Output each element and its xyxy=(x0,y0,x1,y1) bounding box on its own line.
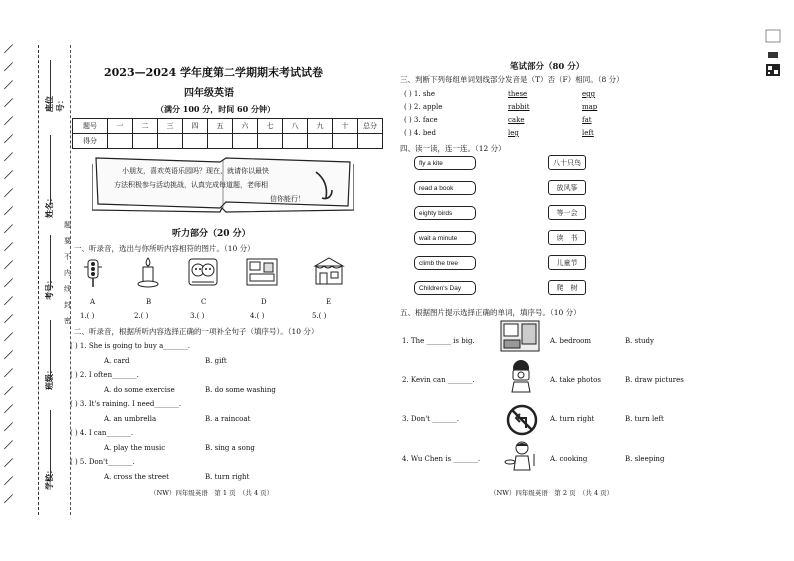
seat-label: 座位号： xyxy=(44,96,65,112)
q1-answer-3[interactable]: 3.( ) xyxy=(190,312,205,320)
pic-label-c: C xyxy=(201,298,207,306)
q2-item-1-stem: ( ) 1. She is going to buy a_______. xyxy=(70,342,191,350)
q2-item-3-stem: ( ) 3. It's raining. I need_______. xyxy=(70,400,182,408)
score-table-header-row: 题号 一 二 三 四 五 六 七 八 九 十 总分 xyxy=(73,119,383,134)
q5-item-3-a: A. turn right xyxy=(550,415,595,423)
page-2-footer: （NW）四年级英语 第 2 页 （共 4 页） xyxy=(490,489,614,497)
camera-boy-picture xyxy=(504,358,538,394)
q4-left-5[interactable]: climb the tree xyxy=(414,256,476,270)
q5-item-1-a: A. bedroom xyxy=(550,337,592,345)
pic-label-a: A xyxy=(90,298,96,306)
q4-left-4[interactable]: wait a minute xyxy=(414,231,476,245)
bedroom-picture xyxy=(246,258,278,286)
q4-left-3[interactable]: eighty birds xyxy=(414,206,476,220)
school-label: 学校： xyxy=(44,466,54,490)
children-picture xyxy=(188,258,218,286)
q4-left-6[interactable]: Children's Day xyxy=(414,281,476,295)
shop-picture xyxy=(312,256,346,286)
q2-title: 二、听录音，根据所听内容选择正确的一项补全句子（填序号）。（10 分） xyxy=(74,327,319,336)
q3-row-1-w3: egg xyxy=(582,90,596,98)
q5-item-1-stem: 1. The _______ is big. xyxy=(402,337,475,345)
exam-no-label: 考号： xyxy=(44,276,54,300)
qr-code-icon xyxy=(764,28,782,78)
cooking-girl-picture xyxy=(504,440,540,476)
q3-row-2: ( ) 2. apple xyxy=(404,103,443,111)
q2-item-4-a: A. play the music xyxy=(104,444,166,452)
q3-row-4: ( ) 4. bed xyxy=(404,129,436,137)
q2-item-2-a: A. do some exercise xyxy=(104,386,175,394)
no-left-turn-sign xyxy=(506,404,538,436)
q2-item-4-b: B. sing a song xyxy=(205,444,255,452)
q3-row-2-w2: rabbit xyxy=(508,103,530,111)
q3-row-4-w3: left xyxy=(582,129,594,137)
cut-line xyxy=(38,45,39,515)
q5-item-3-stem: 3. Don't _______. xyxy=(402,415,459,423)
q4-right-5[interactable]: 儿童节 xyxy=(548,255,586,270)
q4-left-1[interactable]: fly a kite xyxy=(414,156,476,170)
q5-item-4-b: B. sleeping xyxy=(625,455,665,463)
banner-line-3: 信你能行！ xyxy=(270,195,305,203)
q5-item-4-stem: 4. Wu Chen is _______. xyxy=(402,455,481,463)
score-time: （满分 100 分，时间 60 分钟） xyxy=(156,104,275,114)
q3-row-3-w3: fat xyxy=(582,116,592,124)
q5-item-2-stem: 2. Kevin can _______. xyxy=(402,376,475,384)
q5-title: 五、根据图片提示选择正确的单词，填序号。（10 分） xyxy=(400,308,581,317)
written-header: 笔试部分（80 分） xyxy=(510,62,585,72)
q1-answer-5[interactable]: 5.( ) xyxy=(312,312,327,320)
q1-answer-2[interactable]: 2.( ) xyxy=(134,312,149,320)
q1-title: 一、听录音，选出与你所听内容相符的图片。（10 分） xyxy=(74,244,255,253)
candle-picture xyxy=(136,256,160,288)
q4-title: 四、读一读，连一连。（12 分） xyxy=(400,144,506,153)
q3-row-3: ( ) 3. face xyxy=(404,116,438,124)
q4-right-3[interactable]: 等一会 xyxy=(548,205,586,220)
pic-label-e: E xyxy=(326,298,332,306)
q2-item-1-b: B. gift xyxy=(205,357,227,365)
q4-left-2[interactable]: read a book xyxy=(414,181,476,195)
q3-row-1-w2: these xyxy=(508,90,528,98)
room-picture xyxy=(500,320,540,352)
class-label: 班级： xyxy=(44,366,54,390)
q2-item-3-b: B. a raincoat xyxy=(205,415,251,423)
q2-item-3-a: A. an umbrella xyxy=(104,415,157,423)
traffic-light-picture xyxy=(82,258,104,288)
q5-item-1-b: B. study xyxy=(625,337,654,345)
q2-item-5-stem: ( ) 5. Don't_______. xyxy=(70,458,135,466)
binding-strip: ／ ／ ／ ／ ／ ／ ／ ／ ／ ／ ／ ／ ／ ／ ／ ／ ／ ／ ／ ／ ／ ／ ／ ／ ／ ／ 座位号： 姓名： 考号： 班级： 学校： 题 要 不 内 线 封 密 xyxy=(0,0,70,561)
q1-answer-1[interactable]: 1.( ) xyxy=(80,312,95,320)
q5-item-2-a: A. take photos xyxy=(550,376,601,384)
q3-title: 三、判断下列每组单词划线部分发音是（T）否（F）相同。（8 分） xyxy=(400,75,624,84)
q2-item-2-b: B. do some washing xyxy=(205,386,276,394)
q1-answer-4[interactable]: 4.( ) xyxy=(250,312,265,320)
q3-row-3-w2: cake xyxy=(508,116,525,124)
q2-item-1-a: A. card xyxy=(104,357,130,365)
banner-line-2: 方法积极参与活动挑战，认真完成每道题，老师相 xyxy=(114,181,268,189)
exam-subtitle: 四年级英语 xyxy=(184,88,234,99)
q5-item-3-b: B. turn left xyxy=(625,415,664,423)
q2-item-4-stem: ( ) 4. I can_______. xyxy=(70,429,134,437)
q4-right-6[interactable]: 爬 树 xyxy=(548,280,586,295)
pic-label-d: D xyxy=(261,298,267,306)
q2-item-2-stem: ( ) 2. I often_______. xyxy=(70,371,139,379)
page-1-footer: （NW）四年级英语 第 1 页 （共 4 页） xyxy=(150,489,274,497)
listening-header: 听力部分（20 分） xyxy=(172,229,251,239)
banner-line-1: 小朋友，喜欢英语乐园吗？现在，就请你以最快 xyxy=(122,167,269,175)
name-label: 姓名： xyxy=(44,194,54,218)
q2-item-5-a: A. cross the street xyxy=(104,473,169,481)
score-table-score-row: 得分 xyxy=(73,134,383,149)
pic-label-b: B xyxy=(146,298,152,306)
q2-item-5-b: B. turn right xyxy=(205,473,250,481)
q5-item-4-a: A. cooking xyxy=(550,455,588,463)
q4-right-4[interactable]: 读 书 xyxy=(548,230,586,245)
score-table xyxy=(72,118,383,149)
q4-right-2[interactable]: 放风筝 xyxy=(548,180,586,195)
q3-row-1: ( ) 1. she xyxy=(404,90,436,98)
q3-row-2-w3: map xyxy=(582,103,598,111)
q3-row-4-w2: leg xyxy=(508,129,519,137)
exam-title: 2023—2024 学年度第二学期期末考试试卷 xyxy=(104,66,324,79)
q5-item-2-b: B. draw pictures xyxy=(625,376,684,384)
q4-right-1[interactable]: 八十只鸟 xyxy=(548,155,586,170)
